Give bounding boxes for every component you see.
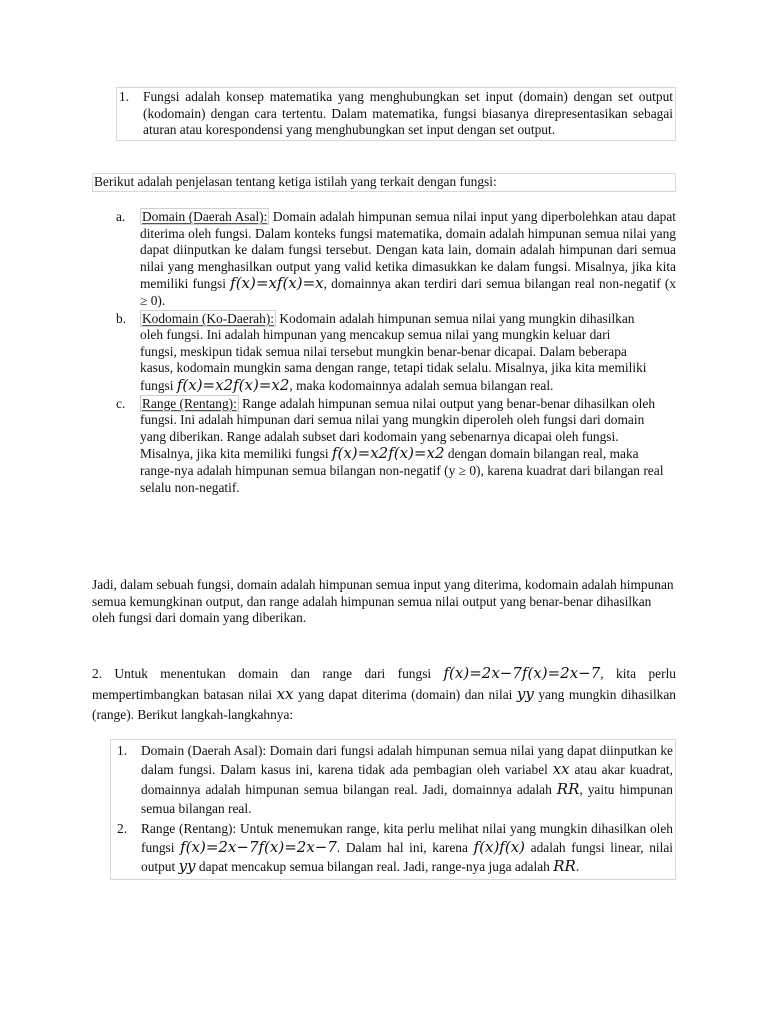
intro-item [119,89,673,139]
step-part: Range (Rentang): Untuk menemukan range, kita perlu melihat nilai yang mungkin dihasilkan oleh fungsi [141,820,673,856]
step-text [141,741,673,819]
q2-part: , kita perlu mempertimbangkan batasan nilai [92,666,676,702]
term-math: f(x)=xf(x)=x [230,274,324,293]
term-range [116,396,670,497]
step-text [141,819,673,877]
lead-block [92,173,676,192]
q2-math-y: yy [516,685,534,703]
step-part: atau akar kuadrat, domainnya adalah himpunan semua bilangan real. Jadi, domainnya adalah [141,762,673,797]
q2-part: 2. Untuk menentukan domain dan range dari fungsi [92,666,444,681]
term-math: f(x)=x2f(x)=x2 [331,444,445,463]
term-after: dengan domain bilangan real, maka range-nya adalah himpunan semua bilangan non-negatif (y ≥ 0), karena kuadrat dari bilangan real selalu non-negatif. [140,446,664,495]
step-math: yy [178,857,196,876]
term-kodomain [116,311,650,395]
terms-list [116,209,676,496]
term-title: Domain (Daerah Asal): [142,209,268,224]
term-paragraph [140,396,670,497]
term-body: Kodomain adalah himpunan semua nilai yang mungkin dihasilkan oleh fungsi. Ini adalah himpunan yang mencakup semua nilai yang mungkin keluar dari fungsi, meskipun tidak semua nilai tersebut mungkin benar-benar dicapai. Dalam beberapa kasus, kodomain mungkin sama dengan range, tetapi tidak selalu. Misalnya, jika kita memiliki fungsi [140,310,647,393]
step-part: Domain (Daerah Asal): Domain dari fungsi adalah himpunan semua nilai yang dapat diinputkan ke dalam fungsi. Dalam kasus ini, karena tidak ada pembagian oleh variabel [141,743,673,778]
question-2-text [92,663,676,725]
term-paragraph [140,209,676,310]
term-math: f(x)=x2f(x)=x2 [176,375,290,394]
term-title: Range (Rentang): [142,395,237,411]
q2-math-function: f(x)=2x−7f(x)=2x−7 [443,664,601,682]
term-after: , domainnya akan terdiri dari semua bilangan real non-negatif (x ≥ 0). [140,276,676,308]
step-part: , yaitu himpunan semua bilangan real. [141,781,674,817]
q2-part: yang dapat diterima (domain) dan nilai [293,687,517,702]
intro-block [116,87,676,141]
step-part: . [575,859,580,875]
term-marker: c. [116,395,126,411]
steps-block [110,739,676,880]
term-body: Range adalah himpunan semua nilai output yang benar-benar dihasilkan oleh fungsi. Ini adalah himpunan dari semua nilai yang mungkin diperoleh oleh fungsi dari domain yang diberikan. Range adalah subset dari kodomain yang sebenarnya dicapai oleh fungsi. Misalnya, jika kita memiliki fungsi [140,395,656,462]
step-domain [117,741,673,819]
step-number: 2. [117,820,128,836]
step-part: . Dalam hal ini, karena [336,840,474,856]
term-domain [116,209,676,310]
lead-text: Berikut adalah penjelasan tentang ketiga istilah yang terkait dengan fungsi: [94,174,497,189]
question-2-block [92,663,676,725]
intro-number: 1. [119,89,130,104]
step-math: f(x)f(x) [473,838,526,857]
term-after: , maka kodomainnya adalah semua bilangan real. [289,377,554,393]
step-math: RR [556,779,580,798]
summary-text: Jadi, dalam sebuah fungsi, domain adalah himpunan semua input yang diterima, kodomain adalah himpunan semua kemungkinan output, dan range adalah himpunan semua nilai output yang benar-benar dihasilkan oleh fungsi dari domain yang diberikan. [92,577,674,626]
intro-text: Fungsi adalah konsep matematika yang menghubungkan set input (domain) dengan set output (kodomain) dengan cara tertentu. Dalam matematika, fungsi biasanya direpresentasikan sebagai aturan atau korespondensi yang menghubungkan set input dengan set output. [143,89,673,138]
summary-block [92,577,676,627]
step-math: f(x)=2x−7f(x)=2x−7 [180,838,337,857]
step-math: RR [553,857,576,876]
step-part: dapat mencakup semua bilangan real. Jadi, range-nya juga adalah [195,859,554,875]
q2-math-x: xx [276,685,294,703]
term-paragraph [140,311,650,395]
q2-part: yang mungkin dihasilkan (range). Berikut langkah-langkahnya: [92,687,676,722]
step-part: adalah fungsi linear, nilai output [141,840,674,875]
term-marker: a. [116,209,126,224]
term-marker: b. [116,310,127,326]
term-title: Kodomain (Ko-Daerah): [142,310,274,326]
step-math: xx [552,760,570,779]
step-number: 1. [117,743,128,758]
term-body: Domain adalah himpunan semua nilai input yang diperbolehkan atau dapat diterima oleh fungsi. Dalam konteks fungsi matematika, domain adalah himpunan semua nilai yang dapat diinputkan ke dalam fungsi tersebut. Dengan kata lain, domain adalah himpunan dari semua nilai yang menghasilkan output yang valid ketika dimasukkan ke dalam fungsi. Misalnya, jika kita memiliki fungsi [140,209,677,292]
step-range [117,819,673,877]
